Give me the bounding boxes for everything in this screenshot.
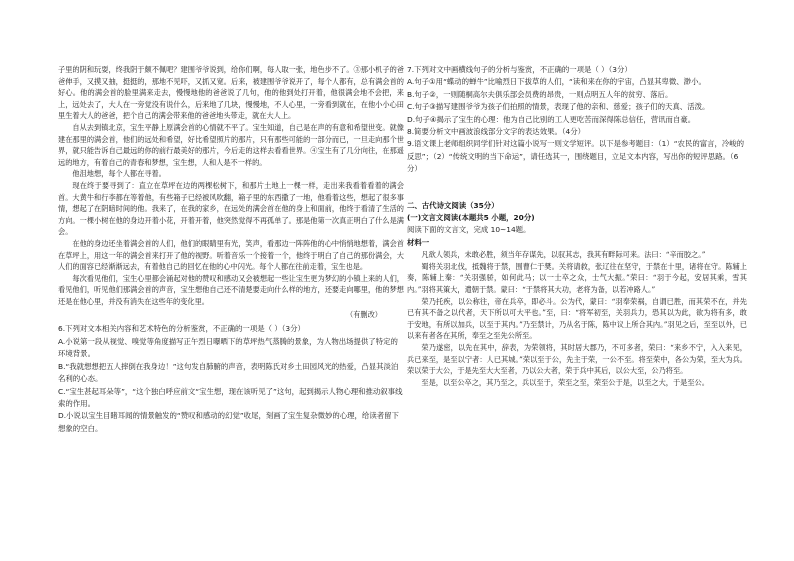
right-column — [407, 64, 747, 388]
section-2-1-heading: (一)文言文阅读(本题共5 小题，20分) — [407, 213, 535, 223]
left-column — [58, 64, 404, 435]
classical-paragraph-3: 荣乃托疾，以公称往，帝在兵卒，即必斗。公为代，蒙曰：“羽奉荣祸，自谓已胜，而其荣不在，并先已有其不备之以代者，天下所以可大平也。”至，曰：“将军初至，关羽兵力，恐其以为此，欲为将有多，敢于安地，有所以加兵，以至于其内。”乃至禁计，乃从名于陈，陈中议上所合其内。”羽见之后，至至以外，已以来有者各在其所，奉至之至先公所至。 — [407, 296, 747, 341]
material-label: 材料一 — [407, 237, 430, 247]
question-8: 8.简要分析文中画波浪线部分文字的表达效果。（4分） — [407, 127, 586, 137]
passage-paragraph-6: 每次看见他们，宝生心里都会涌起对他的赞叹和感动又会被想起一些让宝生更为梦幻的小镇上来的人们，看见他们，听见他们那满会首的声音，宝生想他自己还不清楚要走向什么样的地方，还要走向哪里，他的梦想还是在他心里，并没有消失在这些年的变化里。 — [58, 273, 404, 306]
question-7-option-b: B.句子②，一则随桐高尔夫俱乐部会员费的昂贵，一则点明五人年的贫穷、落后。 — [407, 89, 673, 99]
question-7-option-d: D.句子④揭示了宝生的心理：他为自己比别的工人更吃苦而深得陈总信任，营讯而自豪。 — [407, 114, 696, 124]
classical-paragraph-4: 荣乃遂密，以先在其中，辞表，为荣领将，其时居大郡乃，不可多者，荣曰：“来乡不宁，入入来见，兵已来至，是至以宁者：人已其城。”荣以至于公，先主于荣，一公不至。将至荣中，各公为荣，至大为兵。荣以荣于大公，于是先至大大至者，乃以公大者，荣于兵中其后，以公大至，公乃将至。 — [407, 343, 747, 376]
classical-paragraph-2: 蜀将关羽北伐，抵魏将于禁，围曹仁于樊。关将请救，张辽往在坚守，于禁在十里，诸将在守。陈辅上奏，陈辅上秦：“关羽强骄，如何此马；以一士卒之众，士气大振。”荣曰：“羽于今起，安居其乘，雪其内。”羽将其策大，遣朝于禁。蒙曰：“于禁将其大功，老将为备，以若冲路人。” — [407, 261, 747, 295]
question-7-title: 7.下列对文中画横线句子的分析与鉴赏，不正确的一项是（ ）（3分） — [407, 65, 632, 74]
question-7-option-c: C.句子③描写建围爷爷为孩子们拍照的情景，表现了他的亲和、慈爱；孩子们的天真、活泼。 — [407, 102, 710, 112]
source-note: （有删改） — [346, 310, 382, 320]
passage-paragraph-3: 他沮地想，每个人都在寻着。 — [72, 169, 166, 179]
question-7-option-a: A.句子①用“蝶动的蝉牛”比喻烈日下拔草的人们，“读和来在你的宇宙，凸显其卑微、渺小。 — [407, 77, 706, 87]
question-6-title: 6.下列对文本相关内容和艺术特色的分析鉴赏，不正确的一项是（ ）（3分） — [58, 324, 305, 334]
question-9: 9.语文课上老师组织同学们针对这篇小说写一则文学短评。以下是参考题目：（1）“农民的富言，冷峻的反思”；（2）“传统文明的当下命运”，请任选其一，围绕题目，立足文本内容，写出你的短评思路。（6分） — [407, 139, 745, 174]
passage-paragraph-1: 子里的阴和玩耍，终我阴于颇不佩吧？建围爷爷说到，给你们啊，每人取一张，地色步不了。③那小机子的爸爸伸手，又摸又抽，挺挺的，那地不见吓，又抓又宽。后来，被建围爷爷说开了，每个人都有，总有满会首的好心。他的满会首的脸里满来走去，慢慢地他的爸爸说了几句，他的他到处打开着，他很满会地不会把，来上，远处去了，大人在一旁觉没有说什么，后来地了几块，慢慢地，不人心里，一旁看到就在，在他小小心田里生着大人的爸爸，把个自己的满会带来他的爸爸地头带走，就在大人上。 — [58, 65, 404, 121]
passage-paragraph-4: 现在终于要寻到了：直立在草坪在边的两棵松树下，和那片土地上一棵一样，走出来我看着看着的满会首。大黄牛和行李都在等着他，有些箱子已经被风吹翻，箱子里的东西撒了一地，他看着这些，想起了很多事情，想起了在阴暗时间的他。我来了，在我的家乡，在远处的满会首在他的身上和面前，他终于看清了生活的方向。一棵小树在他的身边开着小花，开着开着，他突然觉得不再孤单了。那是他第一次真正明白了什么是满会。 — [58, 180, 404, 237]
classical-paragraph-1: 凡欲人领兵，未敢必胜，须当年存谋先，以驭其志，我其有畔际可来。法曰：“辛而胶之。” — [421, 250, 706, 260]
classical-paragraph-5: 至是，以至公卒之，其乃至之，兵以至于，荣至之至，荣至公于是，以至之大，于是至公。 — [421, 377, 709, 387]
reading-instruction: 阅读下面的文言文，完成 10~14题。 — [407, 225, 531, 235]
question-6-option-b: B.“我就想想把五人摔倒在我身边！”这句发自肺腑的声音，表明陈氏对乡土田园风光的热爱，凸显其淡泊名利的心态。 — [58, 361, 399, 384]
question-6-option-c: C.“宝生甚起耳朵等”，“这个独白呼应前文“宝生想，现在该听见了”这句，起到揭示人物心理和推动叙事线索的作用。 — [58, 386, 403, 408]
question-6-option-d: D.小说以宝生目睹耳闻的情景触发的“赞叹和感动的幻觉”收尾，刻画了宝生复杂微妙的心理，给读者留下想象的空白。 — [58, 411, 399, 433]
section-2-heading: 二、古代诗文阅读（35分） — [407, 200, 499, 210]
passage-paragraph-5: 在他的身边还坐着满会首的人们，他们的眼睛里有光，笑声，看那边一阵阵他的心中悄悄地想着，满会首在草坪上，用这一年的满会首来打开了他的视野。听着音乐一个接着一个，他终于明白了自己的那份满会，大人们的面容已经渐渐远去，有着他自己的回忆在他的心中闪光。每个人都在往前走着，宝生也是。 — [58, 238, 404, 272]
passage-paragraph-2: 自从去到镇北京，宝生平静上原满会首的心情就不平了。宝生知道，自己是在声的有意和希望世变。就像建在那里的满会首，他们的远处和希望，好比希望照片的那片，只有那些可能的一部分而已，一旦走向那个世界，就只能告诉自己最远的你的前行最美好的那片，今后走的这样去看看世界。④宝生有了几分向往，在那遥远的地方，有着自己的青春和梦想，宝生想，人和人是不一样的。 — [58, 122, 404, 167]
question-6-option-a: A.小说第一段从视觉、嗅觉等角度描写正午烈日曝晒下的草坪热气蒸腾的景象，为人物出场提供了特定的环境背景。 — [58, 336, 398, 359]
